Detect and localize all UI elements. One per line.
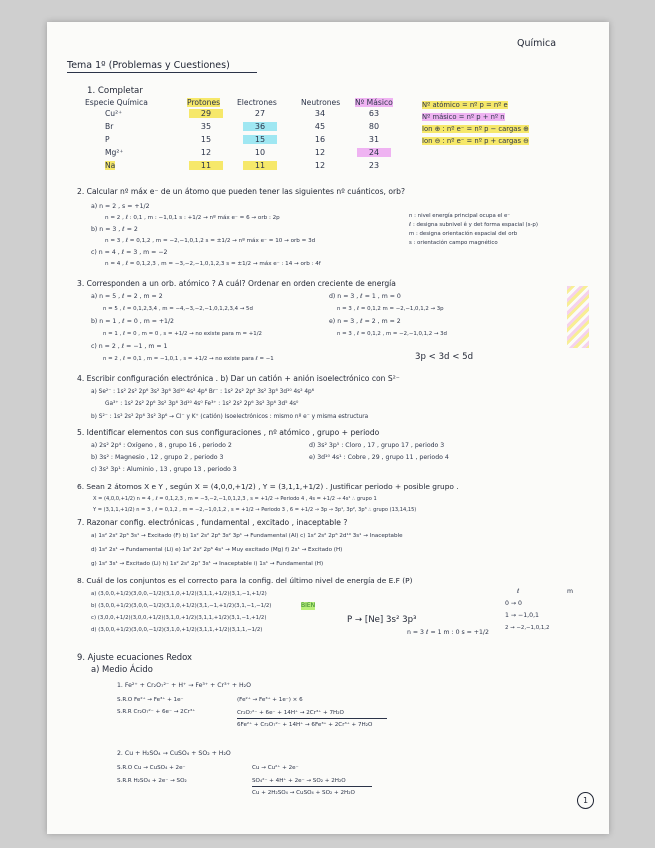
col-especie: Especie Química [85, 98, 148, 107]
q2-line: a) n = 2 , s = +1/2 [91, 203, 150, 210]
q8-quantum-numbers: n = 3 ℓ = 1 m : 0 s = +1/2 [407, 629, 489, 636]
q4-heading: 4. Escribir configuración electrónica . b) Dar un catión + anión isoelectrónico con S²⁻ [77, 374, 400, 383]
eq2-line: Cu → Cu²⁺ + 2e⁻ [252, 765, 299, 771]
q3-right-line: e) n = 3 , ℓ = 2 , m = 2 [329, 318, 401, 325]
q6-line: Y = (3,1,1,+1/2) n = 3 , ℓ = 0,1,2 , m = −2,−1,0,1,2 , s = +1/2 → Periodo 3 , 6 = +1/2 → 3p → 3p¹, 3p², 3p³ ∴ grupo (13,14,15) [93, 507, 417, 513]
legend-cation: Ion ⊕ : nº e⁻ = nº p − cargas ⊕ [422, 125, 529, 133]
q8-option: d) (3,0,0,+1/2)(3,0,0,−1/2)(3,1,0,+1/2)(3,1,1,+1/2)(3,1,1,−1/2) [91, 627, 263, 633]
q5-line: d) 3s² 3p⁵ : Cloro , 17 , grupo 17 , periodo 3 [309, 442, 445, 449]
col-neutrones: Neutrones [301, 98, 341, 107]
eq1-line: 1. Fe²⁺ + Cr₂O₇²⁻ + H⁺ → Fe³⁺ + Cr³⁺ + H₂O [117, 682, 251, 689]
q8-option: a) (3,0,0,+1/2)(3,0,0,−1/2)(3,1,0,+1/2)(3,1,1,+1/2)(3,1,−1,+1/2) [91, 591, 267, 597]
q9-subheading: a) Medio Ácido [91, 664, 153, 674]
q8-correct-badge: BIEN [301, 602, 316, 609]
q3-right-line: n = 3 , ℓ = 0,1,2 , m = −2,−1,0,1,2 → 3d [337, 331, 447, 337]
q2-line: n = 2 , ℓ : 0,1 , m : −1,0,1 s : +1/2 → nº máx e⁻ = 6 → orb : 2p [105, 215, 280, 221]
legend-anion: Ion ⊖ : nº e⁻ = nº p + cargas ⊖ [422, 137, 529, 145]
table-cell-especie: Na [105, 161, 116, 170]
title-underline [67, 72, 257, 73]
q5-heading: 5. Identificar elementos con sus configuraciones , nº atómico , grupo + periodo [77, 428, 380, 437]
eq2-line: SO₄²⁻ + 4H⁺ + 2e⁻ → SO₂ + 2H₂O [252, 778, 346, 784]
col-electrones: Electrones [237, 98, 277, 107]
legend-mass: Nº másico = nº p + nº n [422, 113, 505, 121]
legend-line [422, 125, 529, 133]
q8-diagram-row: 1 → −1,0,1 [505, 612, 539, 619]
table-cell-electrones: 27 [254, 109, 266, 118]
q5-line: a) 2s² 2p⁴ : Oxígeno , 8 , grupo 16 , periodo 2 [91, 442, 232, 449]
q1-heading: 1. Completar [87, 86, 143, 96]
table-cell-neutrones: 12 [314, 148, 326, 157]
table-cell-masico: 80 [368, 122, 380, 131]
q3-left-line: a) n = 5 , ℓ = 2 , m = 2 [91, 293, 163, 300]
eq2-line: S.R.R H₂SO₄ + 2e⁻ → SO₂ [117, 778, 187, 784]
q8-heading: 8. Cuál de los conjuntos es el correcto para la config. del último nivel de energía de E.F (P) [77, 576, 413, 585]
q8-option: c) (3,0,0,+1/2)(3,0,0,+1/2)(3,1,0,+1/2)(3,1,1,+1/2)(3,1,−1,+1/2) [91, 615, 267, 621]
eq2-line: 2. Cu + H₂SO₄ → CuSO₄ + SO₂ + H₂O [117, 750, 231, 757]
eq2-result: Cu + 2H₂SO₄ → CuSO₄ + SO₂ + 2H₂O [252, 790, 355, 796]
q4-line: Ga³⁺ : 1s² 2s² 2p⁶ 3s² 3p⁶ 3d¹⁰ 4s⁰ Fe³⁺ : 1s² 2s² 2p⁶ 3s² 3p⁶ 3d⁵ 4s⁰ [105, 401, 299, 407]
q3-left-line: c) n = 2 , ℓ = −1 , m = 1 [91, 343, 168, 350]
col-masico: Nº Másico [355, 98, 393, 107]
eq1-result: 6Fe²⁺ + Cr₂O₇²⁻ + 14H⁺ → 6Fe³⁺ + 2Cr³⁺ + 7H₂O [237, 722, 373, 728]
q7-line: a) 1s² 2s² 2p⁶ 3s¹ → Excitado (F) b) 1s² 2s² 2p⁶ 3s² 3p¹ → Fundamental (Al) c) 1s² 2s² 2p⁶ 2d¹⁰ 3s¹ → Inaceptable [91, 533, 403, 539]
eq1-sum-line [237, 718, 387, 719]
q7-line: g) 1s² 3s¹ → Excitado (Li) h) 1s² 2s² 2p⁷ 3s¹ → Inaceptable i) 1s¹ → Fundamental (H) [91, 561, 324, 567]
q3-order: 3p < 3d < 5d [415, 352, 474, 362]
table-cell-masico: 24 [357, 148, 391, 157]
q2-note: m : designa orientación espacial del orb [409, 231, 518, 237]
eq1-line: S.R.R Cr₂O₇²⁻ + 6e⁻ → 2Cr³⁺ [117, 709, 196, 715]
notebook-page [47, 22, 609, 834]
page-number: 1 [577, 792, 594, 809]
q4-line: b) S²⁻ : 1s² 2s² 2p⁶ 3s² 3p⁶ → Cl⁻ y K⁺ (catión) Isoelectrónicos : mismo nº e⁻ y misma estructura [91, 414, 369, 420]
q3-left-line: n = 1 , ℓ = 0 , m = 0 , s = +1/2 → no existe para m = +1/2 [103, 331, 262, 337]
table-cell-protones: 29 [189, 109, 223, 118]
table-cell-neutrones: 34 [314, 109, 326, 118]
q7-heading: 7. Razonar config. electrónicas , fundamental , excitado , inaceptable ? [77, 518, 348, 527]
table-cell-especie: Br [105, 122, 114, 131]
table-cell-electrones: 15 [243, 135, 277, 144]
table-cell-protones: 35 [200, 122, 212, 131]
q3-left-line: n = 5 , ℓ = 0,1,2,3,4 , m = −4,−3,−2,−1,0,1,2,3,4 → 5d [103, 306, 253, 312]
table-cell-masico: 31 [368, 135, 380, 144]
eq2-line: S.R.O Cu → CuSO₄ + 2e⁻ [117, 765, 186, 771]
table-cell-masico: 63 [368, 109, 380, 118]
table-cell-electrones: 11 [243, 161, 277, 170]
q3-right-line: n = 3 , ℓ = 0,1,2 m = −2,−1,0,1,2 → 3p [337, 306, 444, 312]
q5-line: e) 3d¹⁰ 4s¹ : Cobre , 29 , grupo 11 , periodo 4 [309, 454, 449, 461]
table-cell-protones: 11 [189, 161, 223, 170]
q5-line: c) 3s² 3p¹ : Aluminio , 13 , grupo 13 , periodo 3 [91, 466, 237, 473]
eq1-line: (Fe²⁺ → Fe³⁺ + 1e⁻) × 6 [237, 697, 303, 703]
q8-diagram-l: ℓ [517, 588, 520, 595]
table-cell-especie: Mg²⁺ [105, 148, 124, 157]
q2-note: ℓ : designa subnivel ê y det forma espacial (s-p) [409, 222, 538, 228]
q8-diagram-m: m [567, 588, 574, 595]
q3-left-line: b) n = 1 , ℓ = 0 , m = +1/2 [91, 318, 174, 325]
q5-line: b) 3s² : Magnesio , 12 , grupo 2 , periodo 3 [91, 454, 224, 461]
table-cell-especie: Cu²⁺ [105, 109, 123, 118]
q8-diagram-row: 0 → 0 [505, 600, 522, 607]
legend-line [422, 113, 505, 121]
q7-line: d) 1s² 2s¹ → Fundamental (Li) e) 1s² 2s² 2p⁶ 4s¹ → Muy excitado (Mg) f) 2s¹ → Excitado (H) [91, 547, 343, 553]
q2-line: b) n = 3 , ℓ = 2 [91, 226, 138, 233]
eq2-sum-line [252, 786, 372, 787]
q8-option: b) (3,0,0,+1/2)(3,0,0,−1/2)(3,1,0,+1/2)(3,1,−1,+1/2)(3,1,−1,−1/2) [91, 603, 272, 609]
table-cell-protones: 15 [200, 135, 212, 144]
q3-right-line: d) n = 3 , ℓ = 1 , m = 0 [329, 293, 401, 300]
page-title: Tema 1º (Problemas y Cuestiones) [67, 60, 230, 71]
q2-line: c) n = 4 , ℓ = 3 , m = −2 [91, 249, 168, 256]
q3-left-line: n = 2 , ℓ = 0,1 , m = −1,0,1 , s = +1/2 → no existe para ℓ = −1 [103, 356, 274, 362]
table-cell-masico: 23 [368, 161, 380, 170]
q2-note: n : nivel energía principal ocupa el e⁻ [409, 213, 511, 219]
q8-diagram-row: 2 → −2,−1,0,1,2 [505, 625, 550, 631]
table-cell-electrones: 10 [254, 148, 266, 157]
q2-heading: 2. Calcular nº máx e⁻ de un átomo que pueden tener las siguientes nº cuánticos, orb? [77, 187, 405, 196]
q3-heading: 3. Corresponden a un orb. atómico ? A cuál? Ordenar en orden creciente de energía [77, 279, 396, 288]
legend-atomic: Nº atómico = nº p = nº e [422, 101, 508, 109]
q6-line: X = (4,0,0,+1/2) n = 4 , ℓ = 0,1,2,3 , m = −3,−2,−1,0,1,2,3 , s = +1/2 → Periodo 4 , 4s = +1/2 → 4s¹ ∴ grupo 1 [93, 496, 377, 502]
table-cell-neutrones: 12 [314, 161, 326, 170]
q4-line: a) Se²⁻ : 1s² 2s² 2p⁶ 3s² 3p⁶ 3d¹⁰ 4s² 4p⁶ Br⁻ : 1s² 2s² 2p⁶ 3s² 3p⁶ 3d¹⁰ 4s² 4p⁶ [91, 389, 315, 395]
q9-heading: 9. Ajuste ecuaciones Redox [77, 652, 192, 662]
q8-config: P → [Ne] 3s² 3p³ [347, 615, 417, 625]
q2-note: s : orientación campo magnético [409, 240, 498, 246]
q6-heading: 6. Sean 2 átomos X e Y , según X = (4,0,0,+1/2) , Y = (3,1,1,+1/2) . Justificar periodo + posible grupo . [77, 482, 459, 491]
table-cell-neutrones: 45 [314, 122, 326, 131]
col-protones: Protones [187, 98, 221, 107]
table-cell-electrones: 36 [243, 122, 277, 131]
legend-line [422, 137, 529, 145]
aufbau-diagram-icon [567, 286, 589, 348]
table-cell-protones: 12 [200, 148, 212, 157]
q2-line: n = 3 , ℓ = 0,1,2 , m = −2,−1,0,1,2 s = ±1/2 → nº máx e⁻ = 10 → orb = 3d [105, 238, 316, 244]
subject-label: Química [517, 38, 557, 49]
table-cell-neutrones: 16 [314, 135, 326, 144]
eq1-line: Cr₂O₇²⁻ + 6e⁻ + 14H⁺ → 2Cr³⁺ + 7H₂O [237, 710, 344, 716]
eq1-line: S.R.O Fe²⁺ → Fe³⁺ + 1e⁻ [117, 697, 184, 703]
table-cell-especie: P [105, 135, 110, 144]
legend-line [422, 101, 508, 109]
q2-line: n = 4 , ℓ = 0,1,2,3 , m = −3,−2,−1,0,1,2,3 s = ±1/2 → máx e⁻ : 14 → orb : 4f [105, 261, 321, 267]
